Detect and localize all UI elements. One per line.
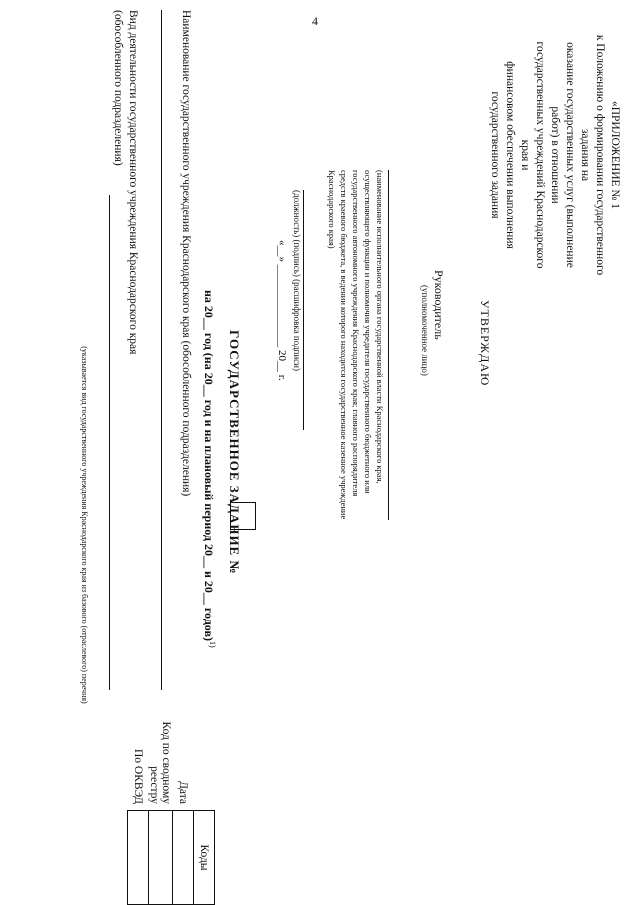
codes-row-label: По ОКВЭД bbox=[132, 748, 144, 804]
approval-date: «__» _______________ 20__ г. bbox=[276, 240, 288, 381]
organ-note: (наименование исполнительного органа государственной власти Краснодарского края, осуществляющего функции и полномочия учредителя государственного бюджетного или государственного автономного учреждения Краснодарского края; главного распорядителя средств краевого бюджета, в ведении которого находится государственное казенное учреждение Краснодарского края) bbox=[327, 170, 385, 520]
document-number-box bbox=[230, 502, 256, 530]
codes-row bbox=[128, 710, 149, 905]
institution-label: Наименование государственного учреждения Краснодарского края (обособленного подразделения) bbox=[180, 10, 192, 497]
page-number: 4 bbox=[312, 14, 318, 28]
codes-row-label: Код по сводному реестру bbox=[148, 721, 173, 804]
codes-row-label: Дата bbox=[177, 781, 189, 804]
codes-value-cell bbox=[149, 811, 173, 905]
codes-header: Коды bbox=[194, 811, 215, 905]
appendix-block bbox=[487, 30, 622, 280]
document-period bbox=[201, 290, 217, 648]
head-role-note: (уполномоченное лицо) bbox=[420, 285, 430, 376]
activity-label-sub: (обособленного подразделения) bbox=[112, 10, 124, 166]
appendix-line: государственных учреждений Краснодарского края и bbox=[519, 41, 546, 269]
appendix-title: «ПРИЛОЖЕНИЕ № 1 bbox=[609, 100, 621, 209]
signature-underline bbox=[303, 190, 304, 430]
codes-table bbox=[127, 710, 215, 905]
appendix-line: финансовом обеспечении выполнения государственного задания bbox=[489, 61, 516, 249]
activity-block bbox=[110, 10, 140, 354]
organ-underline bbox=[388, 170, 389, 520]
period-footnote: 1) bbox=[208, 640, 217, 648]
activity-kind-note: (указывается вид государственного учреждения Краснодарского края из базового (отраслевого) перечня) bbox=[80, 346, 89, 704]
codes-row bbox=[173, 710, 194, 905]
approval-heading: УТВЕРЖДАЮ bbox=[478, 300, 492, 387]
appendix-line: оказание государственных услуг (выполнение работ) в отношении bbox=[549, 42, 576, 268]
activity-underline bbox=[109, 195, 110, 690]
codes-value-cell bbox=[128, 811, 149, 905]
document-title: ГОСУДАРСТВЕННОЕ ЗАДАНИЕ № bbox=[227, 330, 242, 575]
head-role: Руководитель bbox=[432, 270, 446, 340]
period-text: на 20__ год (на 20__ год и на плановый период 20__ и 20__ годов) bbox=[202, 290, 216, 641]
signature-note: (должность) (подпись) (расшифровка подписи) bbox=[292, 190, 302, 371]
codes-header-row bbox=[194, 710, 215, 905]
activity-label: Вид деятельности государственного учреждения Краснодарского края bbox=[127, 10, 139, 355]
codes-value-cell bbox=[173, 811, 194, 905]
codes-row bbox=[149, 710, 173, 905]
appendix-line: к Положению о формировании государственного задания на bbox=[579, 34, 606, 276]
institution-underline bbox=[161, 10, 162, 690]
